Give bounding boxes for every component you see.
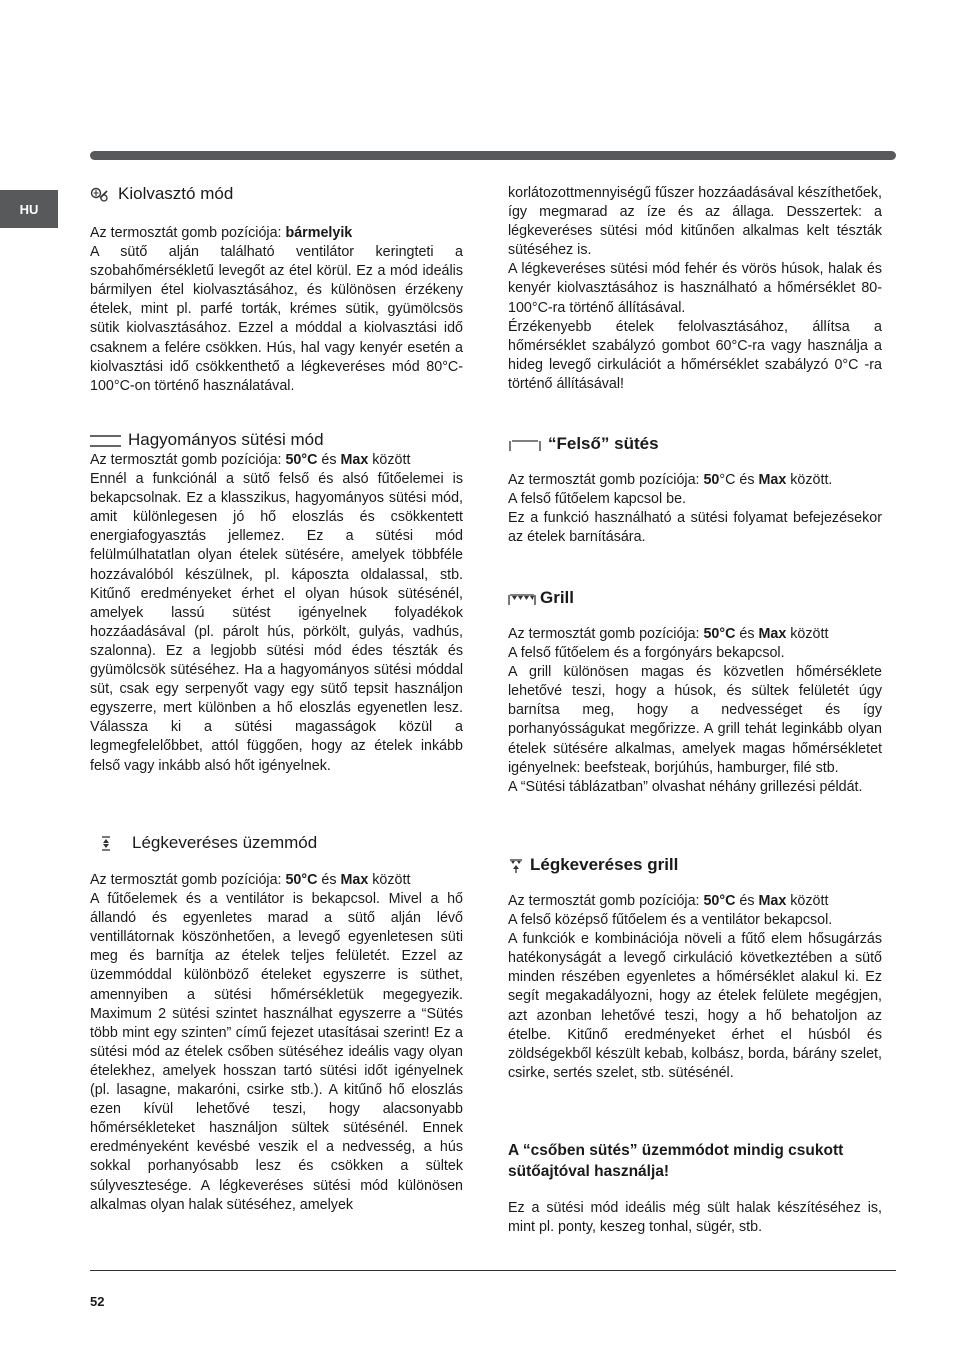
section-grill bbox=[508, 588, 882, 797]
section-title bbox=[90, 184, 463, 204]
thermostat-prefix: Az termosztát gomb pozíciója: bbox=[508, 893, 704, 909]
section-legkeveres-grill bbox=[508, 855, 882, 1083]
thermostat-line bbox=[90, 451, 463, 470]
thermostat-suffix: között bbox=[786, 893, 829, 909]
thermostat-prefix: Az termosztát gomb pozíciója: bbox=[90, 872, 286, 888]
section-title bbox=[90, 430, 463, 450]
section-title bbox=[508, 588, 882, 608]
section-title bbox=[508, 434, 882, 454]
conventional-oven-icon bbox=[90, 433, 122, 447]
thermostat-prefix: Az termosztát gomb pozíciója: bbox=[508, 626, 704, 642]
section-title-text: “Felső” sütés bbox=[548, 434, 659, 453]
thermostat-line bbox=[90, 224, 463, 243]
section-felso bbox=[508, 434, 882, 547]
thermostat-and: és bbox=[317, 872, 341, 888]
top-heat-icon bbox=[508, 437, 542, 451]
section-hagyomanyos bbox=[90, 430, 463, 776]
defrost-icon bbox=[90, 187, 112, 201]
thermostat-max: Max bbox=[340, 452, 369, 468]
thermostat-line bbox=[508, 892, 882, 911]
thermostat-value: bármelyik bbox=[285, 225, 353, 241]
thermostat-line bbox=[508, 625, 882, 644]
section-title-text: Grill bbox=[540, 588, 575, 607]
grill-icon bbox=[508, 591, 534, 605]
thermostat-suffix: között. bbox=[786, 472, 833, 488]
fan-oven-icon bbox=[90, 836, 126, 850]
section-body: korlátozottmennyiségű fűszer hozzáadásával készíthetőek, így megmarad az íze és az állaga. Desszertek: a légkeveréses sütési mód kitűnően alkalmas kelt tészták sütéséhez is. A légkeveréses sütési mód fehér és vörös húsok, halak és kenyér kiolvasztásához is használható a hőmérséklet 80-100°C-ra történő állításával. Érzékenyebb ételek felolvasztásához, állítsa a hőmérséklet szabályzó gombot 60°C-ra vagy használja a hideg levegő cirkulációt a hőmérséklet szabályzó 0°C -ra történő állításával! bbox=[508, 185, 882, 392]
section-body: A felső fűtőelem és a forgónyárs bekapcsol. A grill különösen magas és közvetlen hőmérséklete lehetővé teszi, hogy a húsok, és sültek felületét úgy barnítsa meg, hogy a nedvességet és így porhanyósságukat megőrizze. A grill tehát leginkább olyan ételek sütésére alkalmas, amelyek magas hőmérsékletet igényelnek: beefsteak, borjúhús, hamburger, filé stb. A “Sütési táblázatban” olvashat néhány grillezési példát. bbox=[508, 645, 882, 795]
thermostat-line bbox=[90, 871, 463, 890]
thermostat-suffix: között bbox=[368, 452, 411, 468]
thermostat-min: 50 bbox=[703, 472, 720, 488]
continuation-text bbox=[508, 184, 882, 394]
page-number: 52 bbox=[90, 1294, 105, 1309]
thermostat-suffix: között bbox=[368, 872, 411, 888]
section-note bbox=[508, 1140, 882, 1237]
thermostat-and: és bbox=[317, 452, 341, 468]
section-body: A felső középső fűtőelem és a ventilátor bekapcsol. A funkciók e kombinációja növeli a fűtő elem hősugárzás hatékonyságát a levegő cirkuláció következtében a sütő minden részében egyenletes a hőmérséklet alakul ki. Ez segít megakadályozni, hogy az ételek felülete megégjen, azt azonban lehetővé teszi, hogy a hő behatoljon az ételbe. Kitűnő eredményeket érhet el húsból és zöldségekből készült kebab, kolbász, borda, bárány szelet, csirke, sertés szelet, stb. sütésénél. bbox=[508, 912, 882, 1081]
thermostat-prefix: Az termosztát gomb pozíciója: bbox=[90, 452, 286, 468]
top-divider-bar bbox=[90, 151, 896, 160]
thermostat-and: és bbox=[735, 626, 759, 642]
section-title-text: Hagyományos sütési mód bbox=[128, 430, 324, 449]
section-title-text: Légkeveréses üzemmód bbox=[132, 833, 318, 852]
thermostat-and: és bbox=[735, 893, 759, 909]
thermostat-suffix: között bbox=[786, 626, 829, 642]
thermostat-max: Max bbox=[758, 626, 787, 642]
section-body: A fűtőelemek és a ventilátor is bekapcsol. Mivel a hő állandó és egyenletes marad a sütő alján lévő ventillátornak köszönhetően, a levegő egyenletesen süti meg és barnítja az ételek teljes felületét. Ezzel az üzemmóddal különböző ételeket egyszerre is süthet, amennyiben a sütési hőmérsékletük megegyezik. Maximum 2 sütési szintet használhat egyszerre a “Sütés több mint egy szinten” című fejezet utasításai szerint! Ez a sütési mód az ételek csőben sütéséhez ideális vagy olyan ételekhez, amelyek hosszan tartó sütési időt igényelnek (pl. lasagne, makaróni, csirke stb.). A kitűnő hő eloszlás ezen kívül lehetővé teszi, hogy alacsonyabb hőmérsékleteket használjon sültek sütésénél. Ennek eredményeként kevésbé veszik el a nedvesség, a hús sokkal porhanyósabb lesz és csökken a sültek súlyvesztesége. A légkeveréses sütési mód különösen alkalmas olyan halak sütéséhez, amelyek bbox=[90, 891, 463, 1213]
thermostat-min-unit: °C bbox=[719, 472, 736, 488]
section-legkeveres bbox=[90, 833, 463, 1215]
section-body: A felső fűtőelem kapcsol be. Ez a funkció használható a sütési folyamat befejezésekor az ételek barnítására. bbox=[508, 491, 882, 546]
section-title bbox=[508, 855, 882, 875]
thermostat-and: és bbox=[735, 472, 759, 488]
section-body: Ennél a funkciónál a sütő felső és alsó fűtőelemei is bekapcsolnak. Ez a klasszikus, hagyományos sütési mód, amit különlegesen jó hő eloszlás és csökkentett energiafogyasztás jellemez. Ez a sütési mód felülmúlhatatlan olyan ételek sütésére, amelyek többféle hozzávalóból készülnek, pl. káposzta oldalassal, stb. Kitűnő eredményeket érhet el olyan húsok sütésénél, amelyek lassú sütést igényelnek folyadékok hozzáadásával (pl. párolt hús, pörkölt, gulyás, vadhús, szalonna). Ez a legjobb sütési mód édes tészták és gyümölcsök sütéséhez. Ha a hagyományos sütési móddal süt, csak egy serpenyőt vagy egy sütő tepsit használjon egyszerre, mert különben a hő eloszlás egyenetlen lesz. Válassza ki a sütési magasságok közül a legmegfelelőbbet, attól függően, hogy az ételek inkább felső vagy inkább alsó hőt igényelnek. bbox=[90, 471, 463, 774]
thermostat-min: 50°C bbox=[285, 452, 318, 468]
section-title bbox=[90, 833, 463, 853]
section-body: A sütő alján található ventilátor keringteti a szobahőmérsékletű levegőt az étel körül. Ez a mód ideális bármilyen étel kiolvasztásához, és különösen érzékeny ételek, mint pl. parfé torták, krémes sütik, gyümölcsös sütik kiolvasztásához. Ezzel a móddal a kiolvasztási idő csaknem a felére csökken. Hús, hal vagy kenyér esetén a kiolvasztási idő csökkenthető a légkeveréses mód 80°C-100°C-on történő használatával. bbox=[90, 244, 463, 394]
language-tab: HU bbox=[0, 190, 58, 228]
thermostat-prefix: Az termosztát gomb pozíciója: bbox=[90, 225, 286, 241]
thermostat-max: Max bbox=[340, 872, 369, 888]
section-kiolvaszto bbox=[90, 184, 463, 396]
thermostat-line bbox=[508, 471, 882, 490]
section-title-text: Légkeveréses grill bbox=[530, 855, 679, 874]
thermostat-max: Max bbox=[758, 893, 787, 909]
footer-divider bbox=[90, 1270, 896, 1271]
thermostat-prefix: Az termosztát gomb pozíciója: bbox=[508, 472, 704, 488]
note-heading: A “csőben sütés” üzemmódot mindig csukott sütőajtóval használja! bbox=[508, 1142, 844, 1180]
fan-grill-icon bbox=[508, 858, 524, 872]
thermostat-min: 50°C bbox=[285, 872, 318, 888]
thermostat-max: Max bbox=[758, 472, 787, 488]
note-body: Ez a sütési mód ideális még sült halak készítéséhez is, mint pl. ponty, keszeg tonhal, sügér, stb. bbox=[508, 1200, 882, 1236]
thermostat-min: 50°C bbox=[703, 626, 736, 642]
section-title-text: Kiolvasztó mód bbox=[118, 184, 234, 203]
thermostat-min: 50°C bbox=[703, 893, 736, 909]
